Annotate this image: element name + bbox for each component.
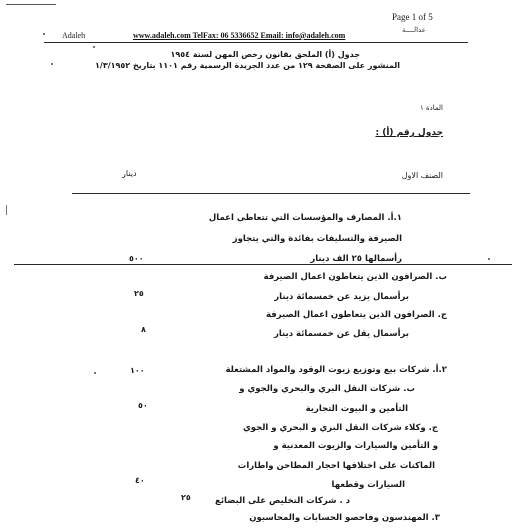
row-1a-line2: الصيرفة والتسليفات بفائدة والتي يتجاوز: [232, 234, 402, 244]
row-2a-line1: ٢.أ. شركات بيع وتوزيع زيوت الوقود والمواد المشتعلة: [225, 365, 447, 375]
row-1c-line1: ج. الصرافون الذين يتعاطون اعمال الصيرفة: [265, 310, 447, 320]
row-1a-line3: رأسمالها ٢٥ الف دينار: [310, 254, 402, 264]
scan-speck: [51, 63, 53, 65]
row-1a-line1: ١.أ. المصارف والمؤسسات التي تتعاطى اعمال: [208, 213, 402, 223]
row-2c-line2: و التأمين والسيارات والزيوت المعدنية و: [273, 441, 438, 451]
scan-speck: [488, 258, 490, 260]
header-rule: [44, 42, 468, 43]
row-2d-line1: د . شركات التخليص على البضائع: [215, 496, 350, 506]
row-2b-line2: التأمين و البيوت التجارية: [305, 404, 408, 414]
row-2b-amount: ٥٠: [138, 401, 148, 410]
row-2c-line3: الماكنات على اختلافها احجار المطاحن واطارات: [237, 461, 435, 471]
article-number: المادة ١: [419, 104, 443, 112]
document-title-line2: المنشور على الصفحة ١٢٩ من عدد الجريدة الرسمية رقم ١١٠١ بتاريخ ١/٣/١٩٥٢: [95, 61, 400, 70]
row-1a-amount: ٥٠٠: [129, 254, 144, 263]
adaleh-logo: عدالــــة: [402, 26, 426, 34]
header-separator: [72, 193, 470, 194]
row-3-line1: ٣. المهندسون وفاحصو الحسابات والمحاسبون: [249, 513, 440, 523]
top-left-rule: [6, 4, 56, 5]
dinar-header: دينار: [122, 169, 137, 178]
contact-line[interactable]: www.adaleh.com TelFax: 06 5336652 Email: info@adaleh.com: [133, 31, 346, 40]
row-2b-line1: ب. شركات النقل البري والبحري والجوي و: [239, 384, 415, 394]
document-title-line1: جدول (أ) الملحق بقانون رخص المهن لسنة ١٩٥٤: [170, 50, 360, 59]
site-name: Adaleh: [62, 31, 86, 40]
row-2d-amount: ٢٥: [181, 493, 191, 502]
row-1c-line2: برأسمال يقل عن خمسمائة دينار: [273, 329, 409, 339]
row-2c-line4: السيارات وقطعها: [331, 480, 405, 490]
table-title: جدول رقم (أ) :: [375, 128, 443, 138]
scan-speck: [43, 33, 45, 35]
row-1b-line2: برأسمال يزيد عن خمسمائة دينار: [274, 292, 409, 302]
row-1b-line1: ب. الصرافون الذين يتعاطون اعمال الصيرفة: [263, 272, 447, 282]
page-indicator: Page 1 of 5: [392, 12, 433, 22]
row-2a-amount: ١٠٠: [130, 366, 145, 375]
scan-speck: [94, 372, 96, 374]
row-1c-amount: ٨: [141, 325, 146, 334]
row-2c-amount: ٤٠: [135, 476, 145, 485]
row-2c-line1: ج. وكلاء شركات النقل البري و البحري و الجوي: [242, 423, 438, 433]
row-1b-amount: ٢٥: [134, 289, 144, 298]
category-header: الصنف الاول: [401, 171, 443, 180]
scan-speck: [6, 205, 7, 215]
row-separator: [14, 264, 512, 265]
scan-speck: [93, 46, 95, 48]
